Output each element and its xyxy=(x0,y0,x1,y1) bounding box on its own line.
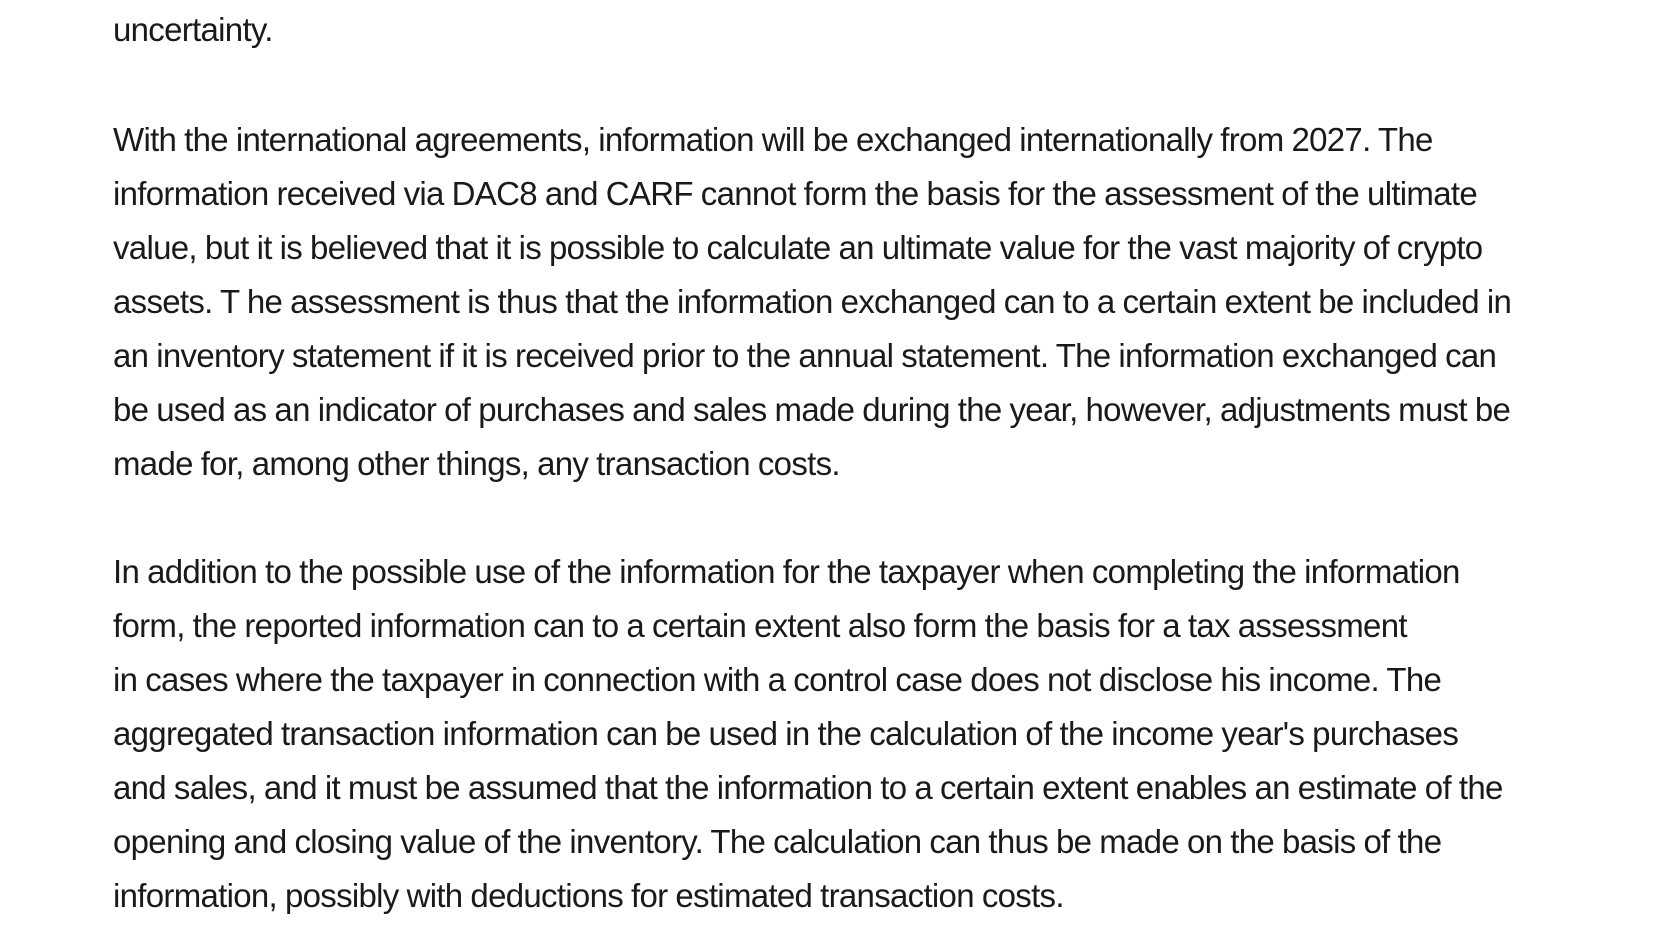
paragraph-line: an inventory statement if it is received prior to the annual statement. The information exchanged can xyxy=(113,337,1497,374)
paragraph-line: and sales, and it must be assumed that the information to a certain extent enables an estimate of the xyxy=(113,769,1503,806)
paragraph-line: in cases where the taxpayer in connection with a control case does not disclose his income. The xyxy=(113,661,1442,698)
paragraph-line: assets. T he assessment is thus that the information exchanged can to a certain extent be included in xyxy=(113,283,1512,320)
paragraph-line: made for, among other things, any transaction costs. xyxy=(113,445,840,482)
paragraph-line: aggregated transaction information can be used in the calculation of the income year's purchases xyxy=(113,715,1459,752)
paragraph-line: With the international agreements, information will be exchanged internationally from 2027. The xyxy=(113,121,1433,158)
paragraph-line: information, possibly with deductions for estimated transaction costs. xyxy=(113,877,1064,914)
paragraph-line: value, but it is believed that it is possible to calculate an ultimate value for the vast majority of crypto xyxy=(113,229,1483,266)
paragraph-line: In addition to the possible use of the information for the taxpayer when completing the information xyxy=(113,553,1460,590)
paragraph-line: be used as an indicator of purchases and sales made during the year, however, adjustments must be xyxy=(113,391,1511,428)
paragraph-tax-assessment xyxy=(113,545,1503,923)
paragraph-international-exchange xyxy=(113,113,1511,491)
paragraph-line: opening and closing value of the inventory. The calculation can thus be made on the basis of the xyxy=(113,823,1442,860)
paragraph-line: information received via DAC8 and CARF cannot form the basis for the assessment of the ultimate xyxy=(113,175,1477,212)
paragraph-line: form, the reported information can to a certain extent also form the basis for a tax assessment xyxy=(113,607,1407,644)
leading-fragment: uncertainty. xyxy=(113,11,273,48)
